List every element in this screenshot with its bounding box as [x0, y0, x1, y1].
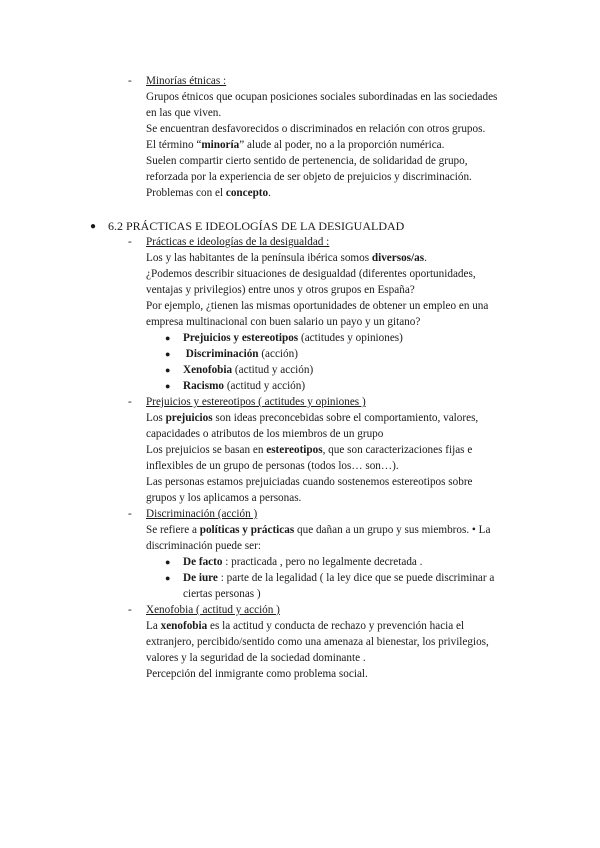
dash-marker: -	[128, 236, 132, 248]
dash-marker: -	[128, 508, 132, 520]
minoria-line: El término “minoría” alude al poder, no a la proporción numérica.	[146, 139, 445, 151]
list-item: De facto : practicada , pero no legalmente decretada .	[183, 556, 423, 568]
dash-marker: -	[128, 604, 132, 616]
bullet-icon: ●	[90, 221, 97, 232]
text-line: empresa multinacional con buen salario un payo y un gitano?	[146, 316, 421, 328]
text-line: ventajas y privilegios) entre unos y otros grupos en España?	[146, 284, 415, 296]
text-line: grupos y los aplicamos a personas.	[146, 492, 302, 504]
practicas-heading: Prácticas e ideologías de la desigualdad :	[146, 236, 330, 248]
text-line: Las personas estamos prejuiciadas cuando sostenemos estereotipos sobre	[146, 476, 473, 488]
list-item: De iure : parte de la legalidad ( la ley dice que se puede discriminar a	[183, 572, 495, 584]
minorias-heading: Minorías étnicas :	[146, 75, 227, 87]
prejuicios-heading: Prejuicios y estereotipos ( actitudes y opiniones )	[146, 396, 366, 408]
discriminacion-heading: Discriminación (acción )	[146, 508, 258, 520]
xenofobia-line: La xenofobia es la actitud y conducta de rechazo y prevención hacia el	[146, 620, 465, 632]
dash-marker: -	[128, 396, 132, 408]
text-line: Por ejemplo, ¿tienen las mismas oportunidades de obtener un empleo en una	[146, 300, 489, 312]
text-line: capacidades o atributos de los miembros de un grupo	[146, 428, 384, 440]
bullet-icon: ●	[165, 365, 171, 375]
text-line: Se encuentran desfavorecidos o discriminados en relación con otros grupos.	[146, 123, 486, 135]
text-line: ciertas personas )	[183, 588, 261, 600]
text-line: Suelen compartir cierto sentido de pertenencia, de solidaridad de grupo,	[146, 155, 468, 167]
concepto-line: Problemas con el concepto.	[146, 187, 271, 199]
text-line: inflexibles de un grupo de personas (todos los… son…).	[146, 460, 399, 472]
bullet-icon: ●	[165, 573, 171, 583]
bullet-icon: ●	[165, 333, 171, 343]
section-title: 6.2 PRÁCTICAS E IDEOLOGÍAS DE LA DESIGUALDAD	[108, 219, 405, 233]
text-line: extranjero, percibido/sentido como una amenaza al bienestar, los privilegios,	[146, 636, 489, 648]
text-line: valores y la seguridad de la sociedad dominante .	[146, 652, 366, 664]
politicas-line: Se refiere a políticas y prácticas que dañan a un grupo y sus miembros. • La	[146, 524, 491, 536]
text-line: en las que viven.	[146, 107, 222, 119]
bullet-icon: ●	[165, 381, 171, 391]
diversos-line: Los y las habitantes de la península ibérica somos diversos/as.	[146, 252, 427, 264]
estereotipos-line: Los prejuicios se basan en estereotipos, que son caracterizaciones fijas e	[146, 444, 473, 456]
text-line: Percepción del inmigrante como problema social.	[146, 668, 368, 680]
dash-marker: -	[128, 75, 132, 87]
list-item: Prejuicios y estereotipos (actitudes y opiniones)	[183, 332, 403, 344]
text-line: Grupos étnicos que ocupan posiciones sociales subordinadas en las sociedades	[146, 91, 498, 103]
xenofobia-heading: Xenofobia ( actitud y acción )	[146, 604, 280, 616]
list-item: Discriminación (acción)	[183, 348, 298, 360]
text-line: discriminación puede ser:	[146, 540, 261, 552]
text-line: ¿Podemos describir situaciones de desigualdad (diferentes oportunidades,	[146, 268, 476, 280]
prejuicios-line: Los prejuicios son ideas preconcebidas sobre el comportamiento, valores,	[146, 412, 479, 424]
bullet-icon: ●	[165, 557, 171, 567]
list-item: Racismo (actitud y acción)	[183, 380, 306, 392]
text-line: reforzada por la experiencia de ser objeto de prejuicios y discriminación.	[146, 171, 472, 183]
bullet-icon: ●	[165, 349, 171, 359]
list-item: Xenofobia (actitud y acción)	[183, 364, 314, 376]
